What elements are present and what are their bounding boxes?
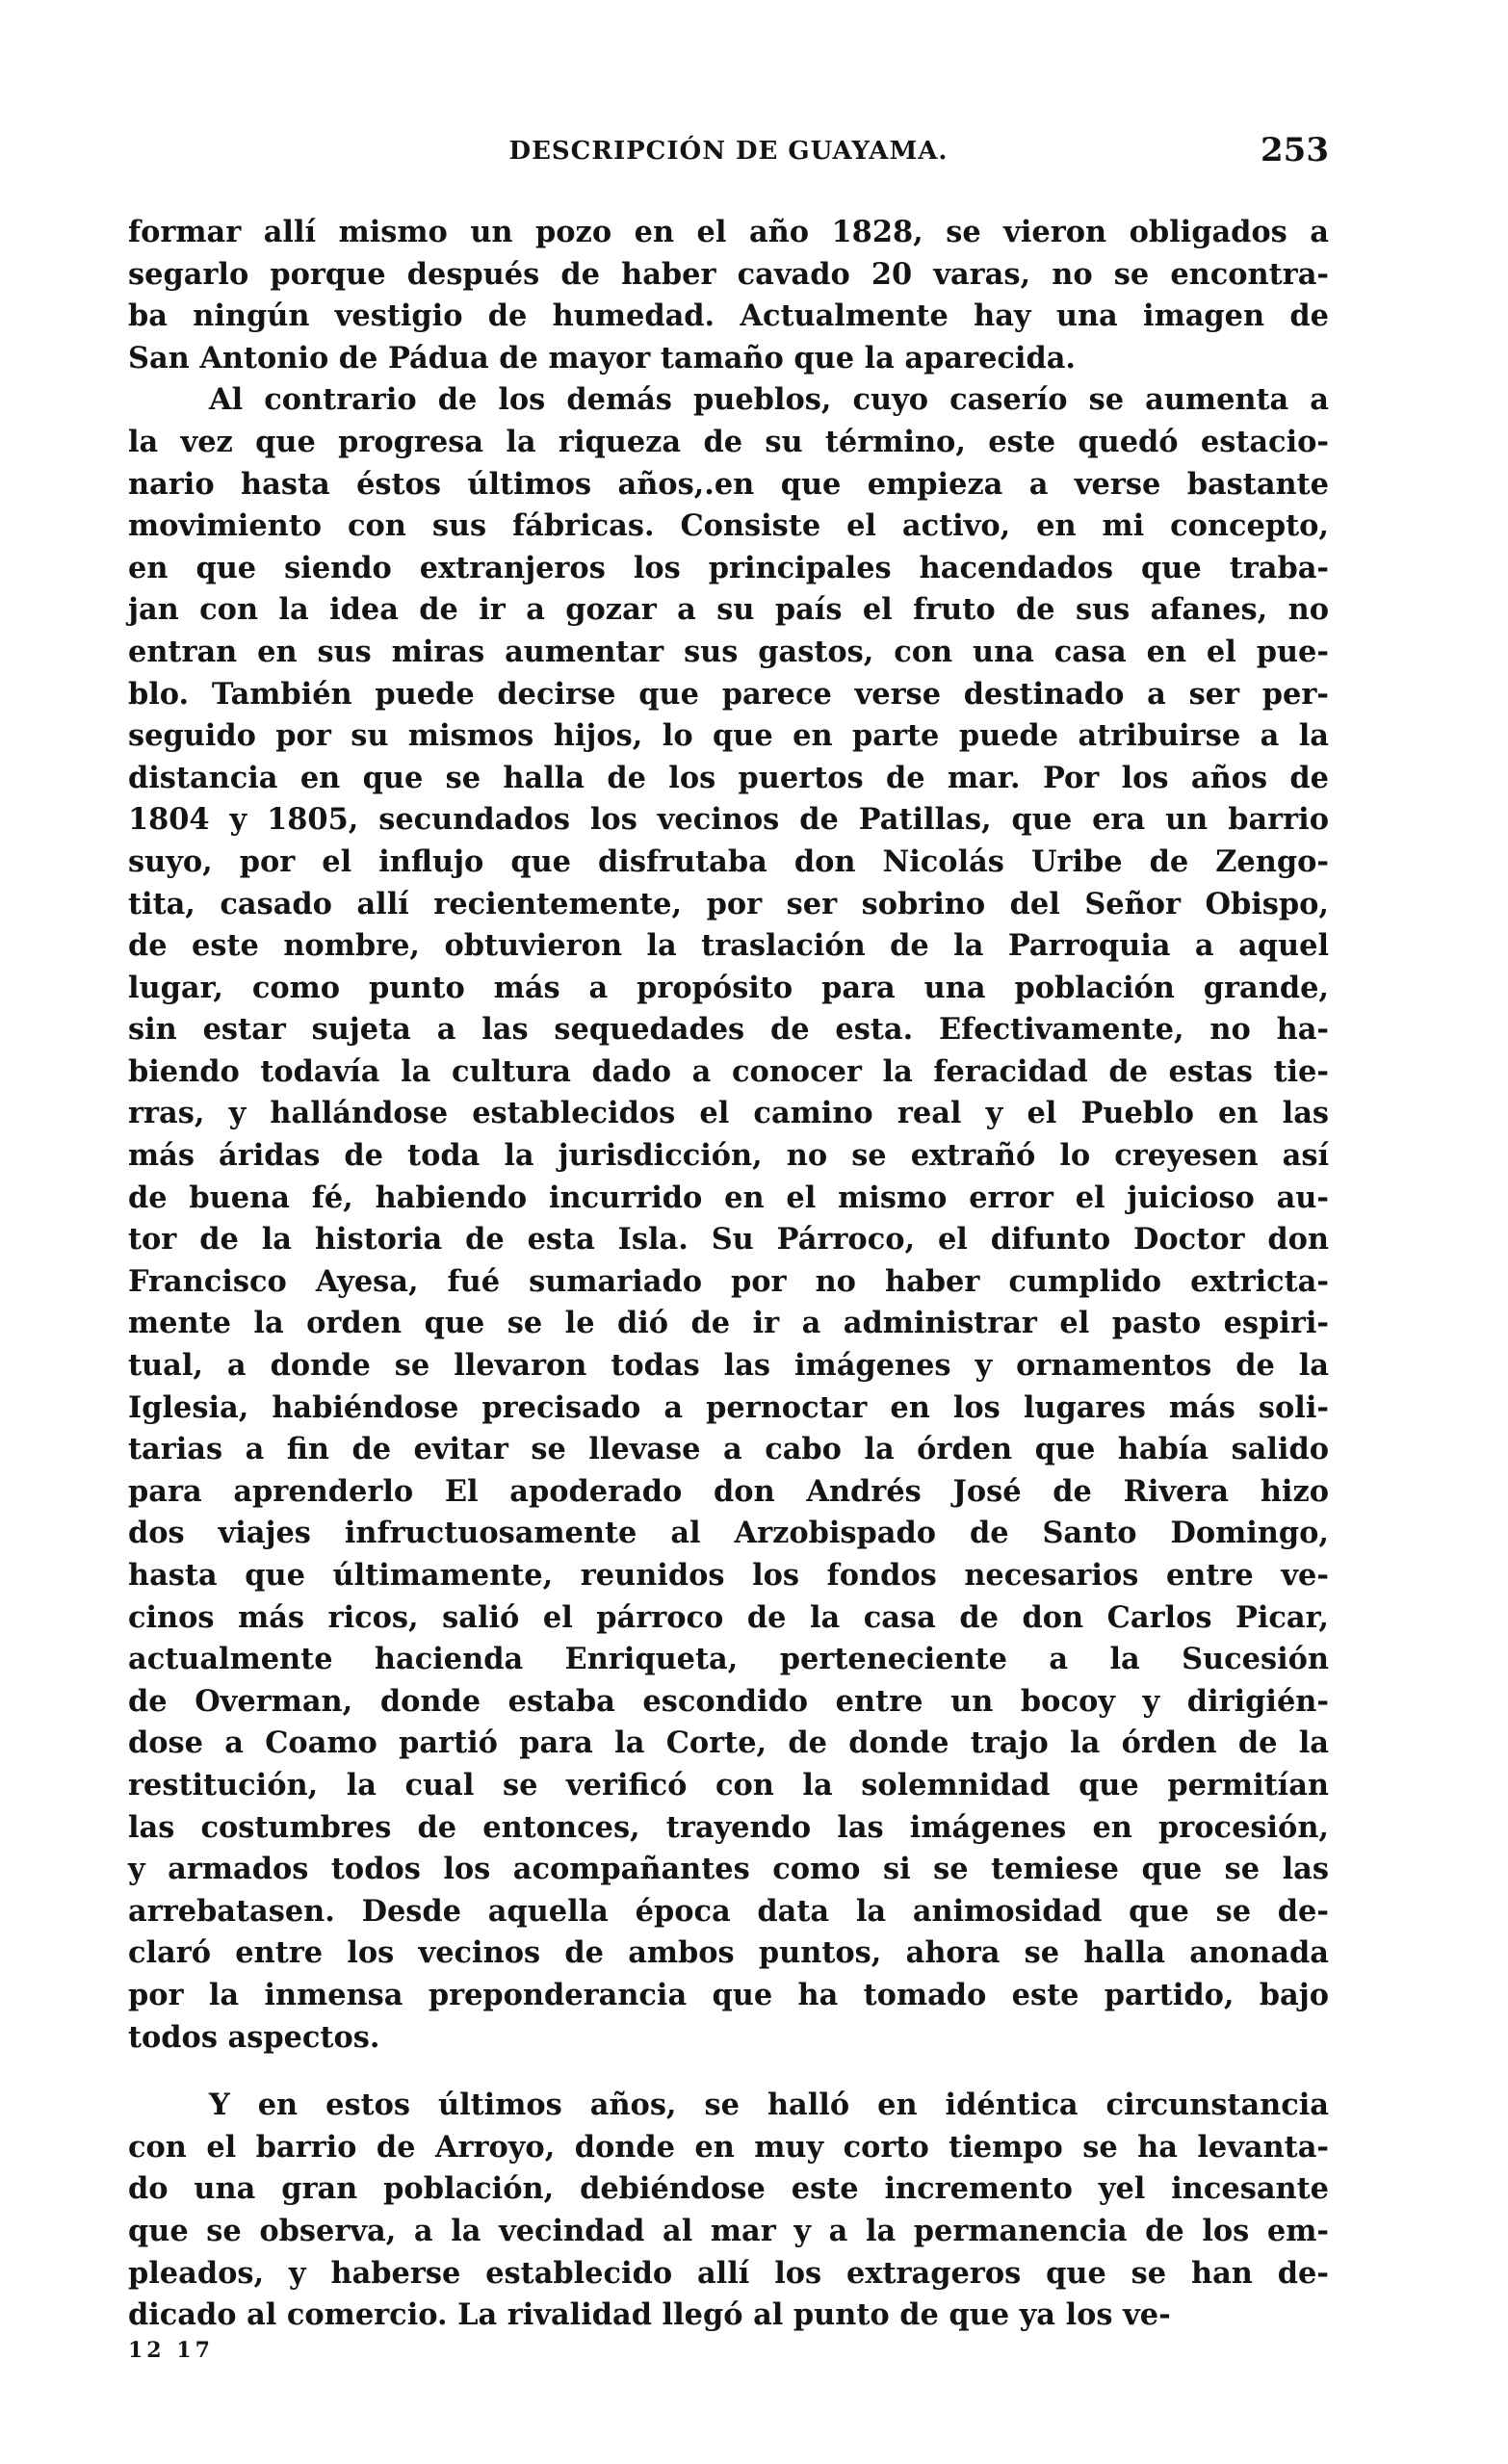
- text-line: arrebatasen. Desde aquella época data la animosidad que se de-: [128, 1893, 1329, 1929]
- paragraph: [128, 212, 1329, 379]
- text-line: lugar, como punto más a propósito para una población grande,: [128, 970, 1329, 1005]
- text-line: entran en sus miras aumentar sus gastos, con una casa en el pue-: [128, 634, 1329, 669]
- text-line: tor de la historia de esta Isla. Su Párroco, el difunto Doctor don: [128, 1222, 1329, 1258]
- text-line: tual, a donde se llevaron todas las imágenes y ornamentos de la: [128, 1348, 1329, 1384]
- text-line: tita, casado allí recientemente, por ser sobrino del Señor Obispo,: [128, 886, 1329, 921]
- text-line: Y en estos últimos años, se halló en idéntica circunstancia: [209, 2088, 1329, 2123]
- text-line: y armados todos los acompañantes como si se temiese que se las: [128, 1852, 1329, 1887]
- text-line: San Antonio de Pádua de mayor tamaño que la aparecida.: [128, 340, 1076, 376]
- text-line: biendo todavía la cultura dado a conocer la feracidad de estas tie-: [128, 1053, 1329, 1089]
- body-text: [128, 212, 1329, 2337]
- text-line: formar allí mismo un pozo en el año 1828, se vieron obligados a: [128, 215, 1329, 249]
- text-line: dose a Coamo partió para la Corte, de donde trajo la órden de la: [128, 1725, 1329, 1761]
- running-title: DESCRIPCIÓN DE GUAYAMA.: [508, 137, 949, 166]
- text-line: jan con la idea de ir a gozar a su país el fruto de sus afanes, no: [128, 592, 1329, 628]
- text-line: ba ningún vestigio de humedad. Actualmente hay una imagen de: [128, 298, 1329, 334]
- page-number: 253: [1261, 131, 1329, 169]
- text-line: restitución, la cual se verificó con la solemnidad que permitían: [128, 1767, 1329, 1803]
- text-line: pleados, y haberse establecido allí los extrageros que se han de-: [128, 2255, 1329, 2291]
- text-line: movimiento con sus fábricas. Consiste el activo, en mi concepto,: [128, 508, 1329, 544]
- text-line: actualmente hacienda Enriqueta, perteneciente a la Sucesión: [128, 1642, 1329, 1677]
- text-line: en que siendo extranjeros los principales hacendados que traba-: [128, 550, 1329, 585]
- text-line: 1804 y 1805, secundados los vecinos de Patillas, que era un barrio: [128, 802, 1329, 838]
- text-line: Iglesia, habiéndose precisado a pernoctar en los lugares más soli-: [128, 1389, 1329, 1425]
- text-line: Francisco Ayesa, fué sumariado por no haber cumplido extricta-: [128, 1263, 1329, 1299]
- signature-mark: 12 17: [128, 2338, 214, 2363]
- text-line: seguido por su mismos hijos, lo que en parte puede atribuirse a la: [128, 718, 1329, 754]
- text-line: que se observa, a la vecindad al mar y a la permanencia de los em-: [128, 2213, 1329, 2248]
- text-line: de buena fé, habiendo incurrido en el mismo error el juicioso au-: [128, 1180, 1329, 1215]
- running-head: [128, 131, 1329, 175]
- text-line: cinos más ricos, salió el párroco de la casa de don Carlos Picar,: [128, 1599, 1329, 1635]
- text-line: nario hasta éstos últimos años,.en que empieza a verse bastante: [128, 466, 1329, 502]
- text-line: rras, y hallándose establecidos el camino real y el Pueblo en las: [128, 1096, 1329, 1131]
- paragraph: [128, 2085, 1329, 2337]
- paragraph: [128, 379, 1329, 2059]
- text-line: Al contrario de los demás pueblos, cuyo caserío se aumenta a: [209, 382, 1329, 418]
- text-line: dicado al comercio. La rivalidad llegó al punto de que ya los ve-: [128, 2297, 1171, 2333]
- text-line: claró entre los vecinos de ambos puntos, ahora se halla anonada: [128, 1935, 1329, 1971]
- text-line: con el barrio de Arroyo, donde en muy corto tiempo se ha levanta-: [128, 2129, 1329, 2165]
- text-line: para aprenderlo El apoderado don Andrés José de Rivera hizo: [128, 1473, 1329, 1509]
- paragraph-gap: [128, 2059, 1329, 2085]
- text-line: blo. También puede decirse que parece verse destinado a ser per-: [128, 676, 1329, 712]
- text-line: do una gran población, debiéndose este incremento yel incesante: [128, 2171, 1329, 2207]
- text-line: más áridas de toda la jurisdicción, no se extrañó lo creyesen así: [128, 1138, 1329, 1174]
- text-line: distancia en que se halla de los puertos de mar. Por los años de: [128, 760, 1329, 795]
- text-line: hasta que últimamente, reunidos los fondos necesarios entre ve-: [128, 1558, 1329, 1593]
- text-line: dos viajes infructuosamente al Arzobispado de Santo Domingo,: [128, 1516, 1329, 1551]
- text-line: sin estar sujeta a las sequedades de esta. Efectivamente, no ha-: [128, 1012, 1329, 1048]
- text-line: las costumbres de entonces, trayendo las imágenes en procesión,: [128, 1809, 1329, 1845]
- text-line: la vez que progresa la riqueza de su término, este quedó estacio-: [128, 424, 1329, 459]
- text-line: tarias a fin de evitar se llevase a cabo la órden que había salido: [128, 1432, 1329, 1467]
- text-line: segarlo porque después de haber cavado 20 varas, no se encontra-: [128, 256, 1329, 292]
- text-line: suyo, por el influjo que disfrutaba don Nicolás Uribe de Zengo-: [128, 843, 1329, 879]
- text-line: todos aspectos.: [128, 2019, 380, 2055]
- text-line: de Overman, donde estaba escondido entre un bocoy y dirigién-: [128, 1683, 1329, 1719]
- text-line: de este nombre, obtuvieron la traslación de la Parroquia a aquel: [128, 928, 1329, 964]
- text-line: mente la orden que se le dió de ir a administrar el pasto espiri-: [128, 1306, 1329, 1341]
- text-line: por la inmensa preponderancia que ha tomado este partido, bajo: [128, 1977, 1329, 2012]
